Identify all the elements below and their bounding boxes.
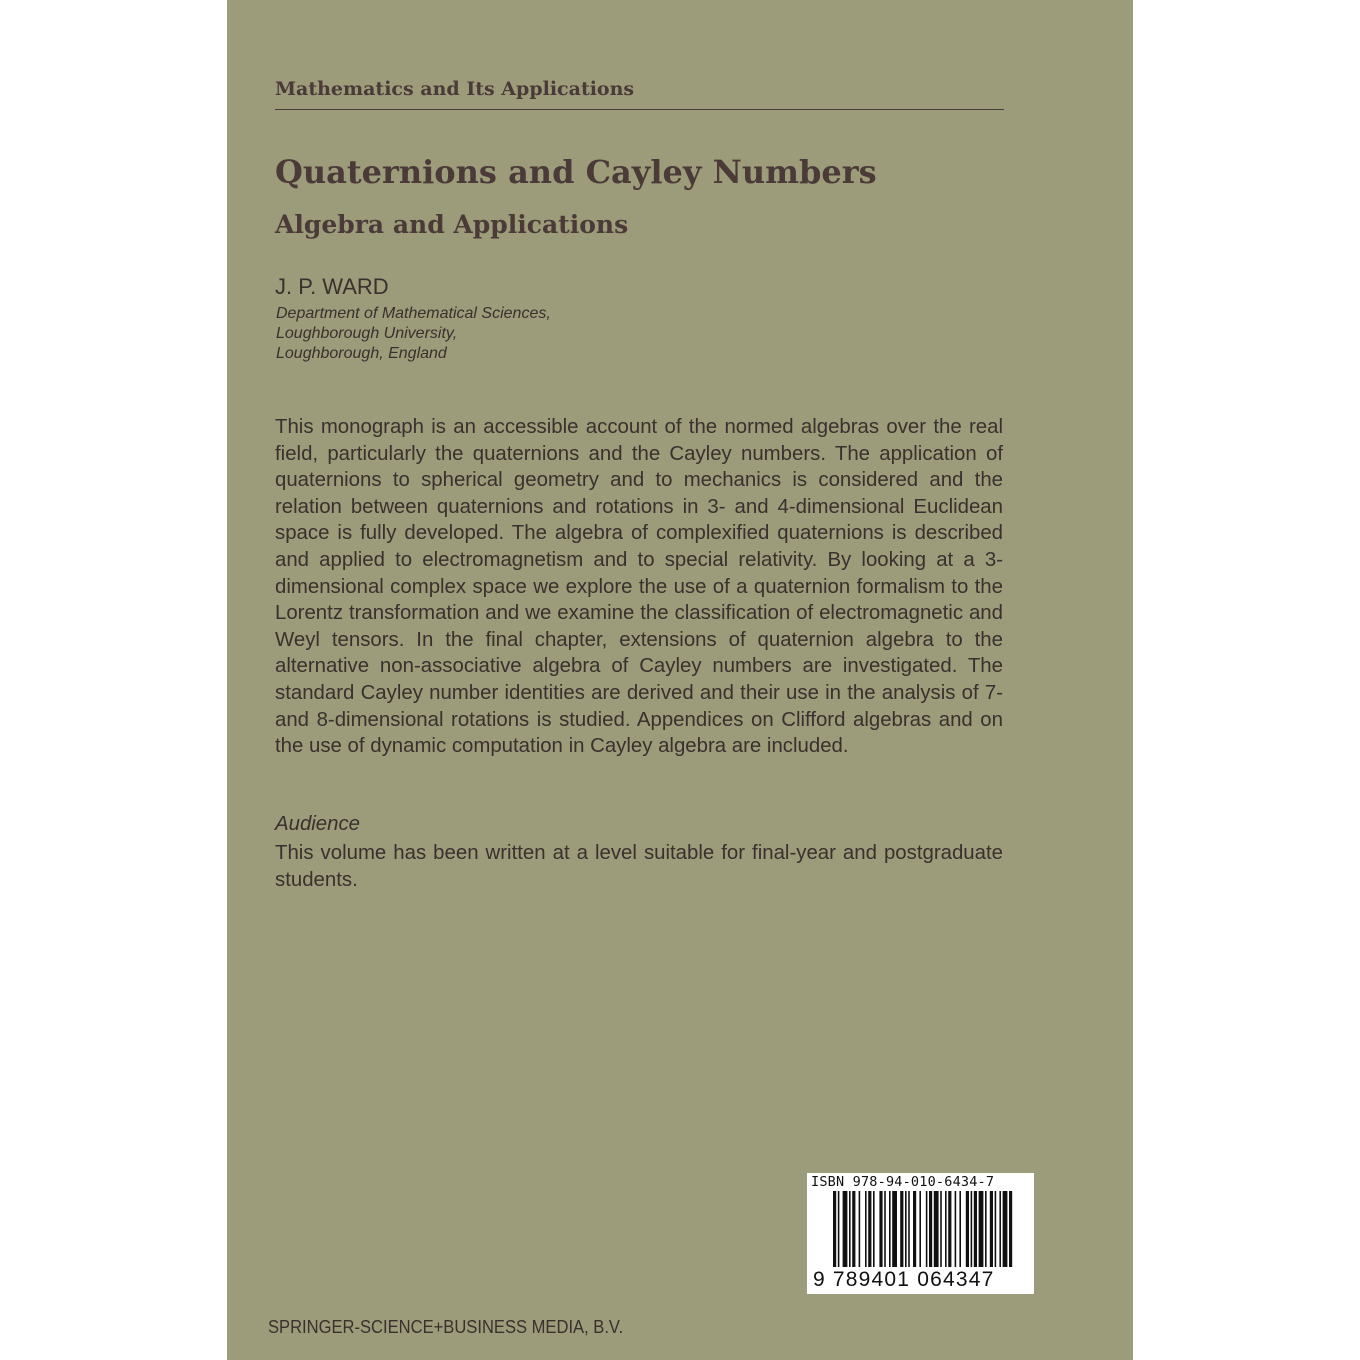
barcode-bar — [955, 1191, 957, 1267]
barcode-bar — [879, 1191, 882, 1267]
series-name: Mathematics and Its Applications — [275, 78, 635, 100]
barcode-bar — [971, 1191, 973, 1267]
audience-text: This volume has been written at a level suitable for final-year and postgraduate students. — [275, 842, 1003, 891]
book-description: This monograph is an accessible account of the normed algebras over the real field, particularly the quaternions and the Cayley numbers. The application of quaternions to spherical geometry and to mechanics is considered and the relation between quaternions and rotations in 3- and 4-dimensional Euclidean space is fully developed. The algebra of complexified quaternions is described and applied to electromagnetism and to special relativity. By looking at a 3-dimensional complex space we explore the use of a quaternion formalism to the Lorentz transformation and we examine the classification of electromagnetic and Weyl tensors. In the final chapter, extensions of quaternion algebra to the alternative non-associative algebra of Cayley numbers are investigated. The standard Cayley number identities are derived and their use in the analysis of 7- and 8-dimensional rotations is studied. Appendices on Clifford algebras and on the use of dynamic computation in Cayley algebra are included. — [275, 416, 1003, 758]
affiliation-line: Loughborough University, — [276, 325, 458, 342]
barcode-bar — [995, 1191, 997, 1267]
back-cover — [227, 0, 1133, 1360]
isbn-barcode — [807, 1173, 1034, 1294]
barcode-bar — [929, 1191, 932, 1267]
affiliation-line: Department of Mathematical Sciences, — [276, 305, 551, 322]
barcode-bar — [843, 1191, 848, 1267]
series-divider — [275, 109, 1004, 110]
barcode-bar — [934, 1191, 939, 1267]
barcode-bar — [884, 1191, 886, 1267]
barcode-bar — [945, 1191, 947, 1267]
barcode-bar — [974, 1191, 977, 1267]
barcode-bar — [966, 1191, 969, 1267]
barcode-bars — [811, 1191, 1030, 1269]
publisher-name: SPRINGER-SCIENCE+BUSINESS MEDIA, B.V. — [268, 1317, 624, 1337]
barcode-bar — [1009, 1191, 1012, 1267]
barcode-bar — [868, 1191, 871, 1267]
barcode-bar — [1003, 1191, 1008, 1267]
author-name: J. P. WARD — [275, 274, 389, 299]
affiliation-line: Loughborough, England — [276, 345, 447, 362]
book-subtitle: Algebra and Applications — [275, 210, 629, 239]
barcode-bar — [865, 1191, 867, 1267]
barcode-bar — [838, 1191, 840, 1267]
barcode-bar — [859, 1191, 861, 1267]
barcode-bar — [990, 1191, 993, 1267]
barcode-bar — [873, 1191, 875, 1267]
book-title: Quaternions and Cayley Numbers — [275, 153, 877, 191]
barcode-bar — [959, 1191, 961, 1267]
barcode-bar — [852, 1191, 855, 1267]
barcode-bar — [948, 1191, 951, 1267]
barcode-bar — [940, 1191, 942, 1267]
barcode-bar — [926, 1191, 928, 1267]
isbn-label: ISBN 978-94-010-6434-7 — [811, 1174, 995, 1190]
barcode-bar — [889, 1191, 891, 1267]
barcode-bar — [905, 1191, 907, 1267]
ean-digits: 9 789401 064347 — [813, 1268, 995, 1291]
barcode-bar — [833, 1191, 836, 1267]
barcode-bar — [979, 1191, 984, 1267]
barcode-bar — [919, 1191, 921, 1267]
barcode-bar — [999, 1191, 1001, 1267]
barcode-bar — [985, 1191, 987, 1267]
barcode-bar — [908, 1191, 910, 1267]
barcode-bar — [913, 1191, 916, 1267]
barcode-bar — [900, 1191, 903, 1267]
barcode-bar — [849, 1191, 851, 1267]
barcode-bar — [892, 1191, 897, 1267]
audience-heading: Audience — [275, 813, 361, 835]
author-affiliation — [276, 304, 551, 364]
